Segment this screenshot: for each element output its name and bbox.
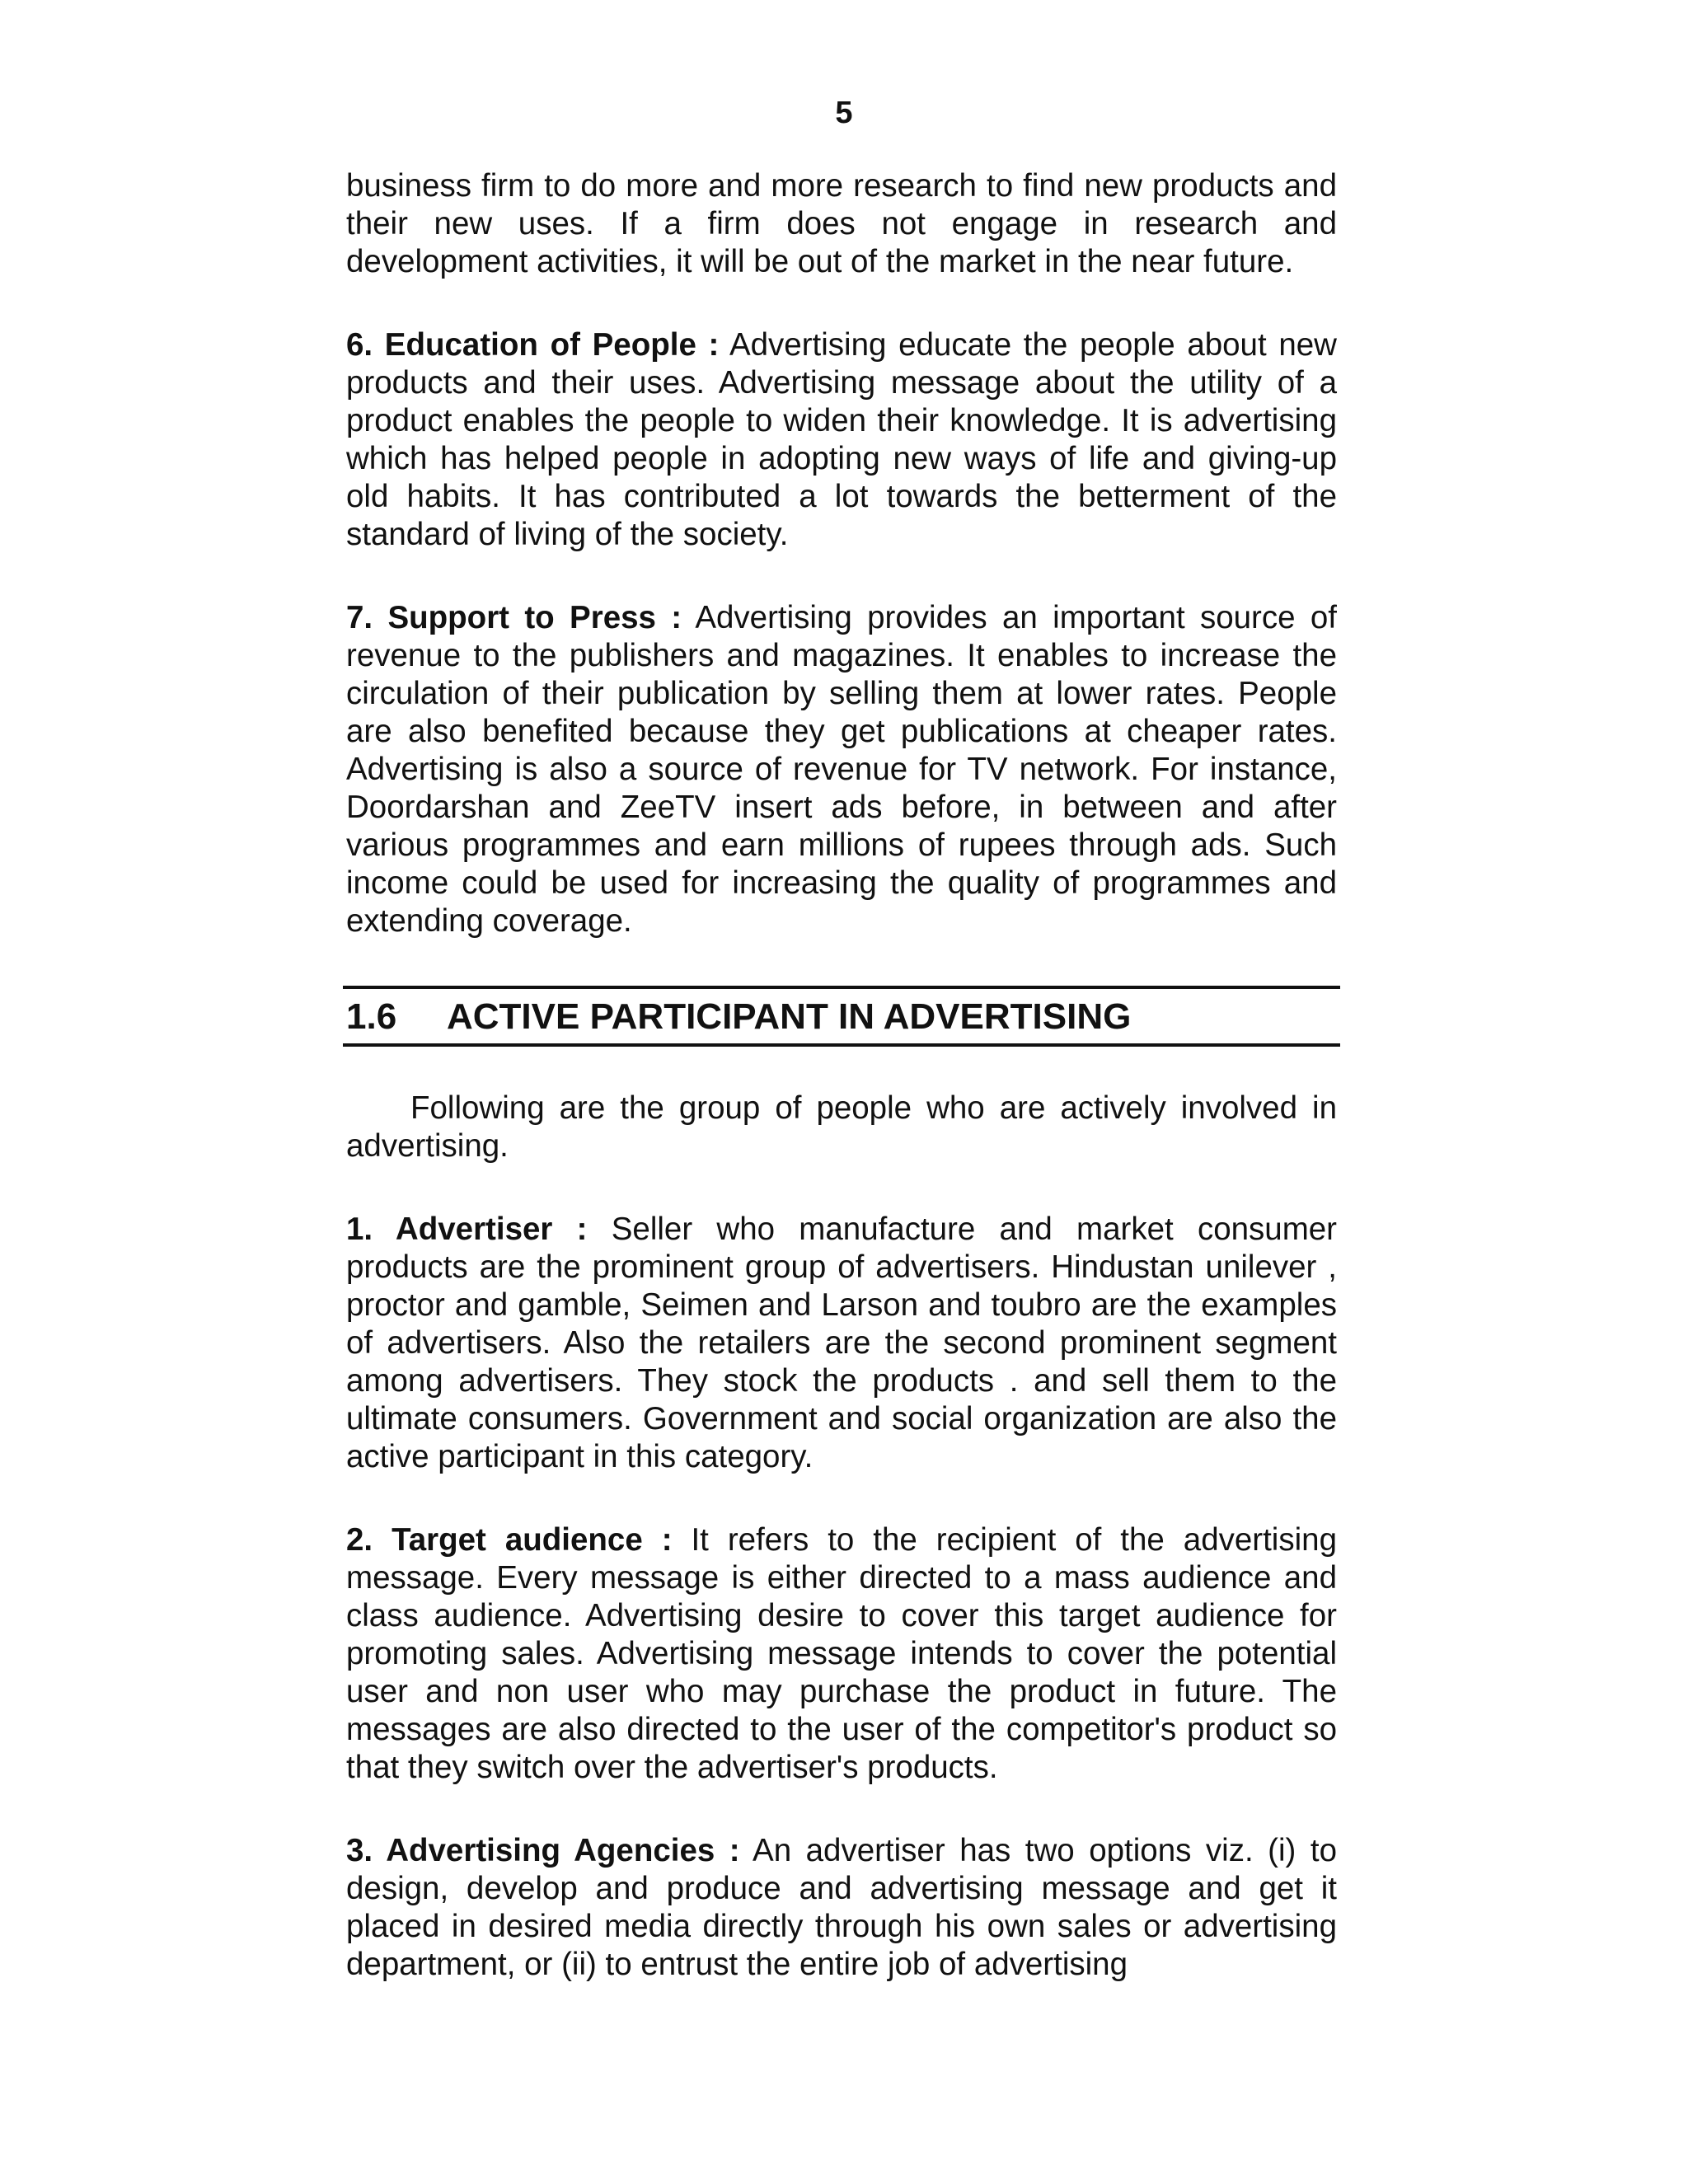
point-text: Advertising provides an important source of revenue to the publishers and magazines. It enables to increase the circulation of their publication by selling them at lower rates. People are also benefited because they get publications at cheaper rates. Advertising is also a source of revenue for TV network. For instance, Doordarshan and ZeeTV insert ads before, in between and after various programmes and earn millions of rupees through ads. Such income could be used for increasing the quality of programmes and extending coverage. bbox=[346, 600, 1337, 939]
intro-paragraph: business firm to do more and more research to find new products and their new uses. If a firm does not engage in research and development activities, it will be out of the market in the near future. bbox=[346, 168, 1337, 279]
point-label: 7. Support to Press : bbox=[346, 600, 682, 635]
participant-label: 3. Advertising Agencies : bbox=[346, 1833, 740, 1868]
point-label: 6. Education of People : bbox=[346, 327, 720, 363]
participant-label: 1. Advertiser : bbox=[346, 1212, 588, 1247]
participant-text: Seller who manufacture and market consumer products are the prominent group of advertisers. Hindustan unilever , proctor and gamble, Seimen and Larson and toubro are the examples of advertisers. Also the retailers are the second prominent segment among advertisers. They stock the products . and sell them to the ultimate consumers. Government and social organization are also the active participant in this category. bbox=[346, 1212, 1338, 1474]
participant-label: 2. Target audience : bbox=[346, 1522, 673, 1558]
participant-advertiser bbox=[346, 1211, 1337, 1476]
participant-text: It refers to the recipient of the advertising message. Every message is either directed to a mass audience and class audience. Advertising desire to cover this target audience for promoting sales. Advertising message intends to cover the potential user and non user who may purchase the product in future. The messages are also directed to the user of the competitor's product so that they switch over the advertiser's products. bbox=[346, 1522, 1337, 1785]
section-intro: Following are the group of people who are actively involved in advertising. bbox=[346, 1090, 1337, 1164]
page-body bbox=[346, 167, 1337, 2029]
point-education-of-people bbox=[346, 326, 1337, 554]
section-heading bbox=[343, 986, 1340, 1047]
participant-text: An advertiser has two options viz. (i) to design, develop and produce and advertising message and get it placed in desired media directly through his own sales or advertising department, or (ii) to entrust the entire job of advertising bbox=[346, 1833, 1337, 1982]
point-support-to-press bbox=[346, 599, 1337, 940]
participant-advertising-agencies bbox=[346, 1832, 1337, 1984]
participant-target-audience bbox=[346, 1521, 1337, 1787]
point-text: Advertising educate the people about new products and their uses. Advertising message about the utility of a product enables the people to widen their knowledge. It is advertising which has helped people in adopting new ways of life and giving-up old habits. It has contributed a lot towards the betterment of the standard of living of the society. bbox=[346, 327, 1337, 552]
section-number: 1.6 bbox=[346, 996, 397, 1037]
section-title: ACTIVE PARTICIPANT IN ADVERTISING bbox=[447, 996, 1132, 1037]
page-number: 5 bbox=[835, 96, 853, 130]
